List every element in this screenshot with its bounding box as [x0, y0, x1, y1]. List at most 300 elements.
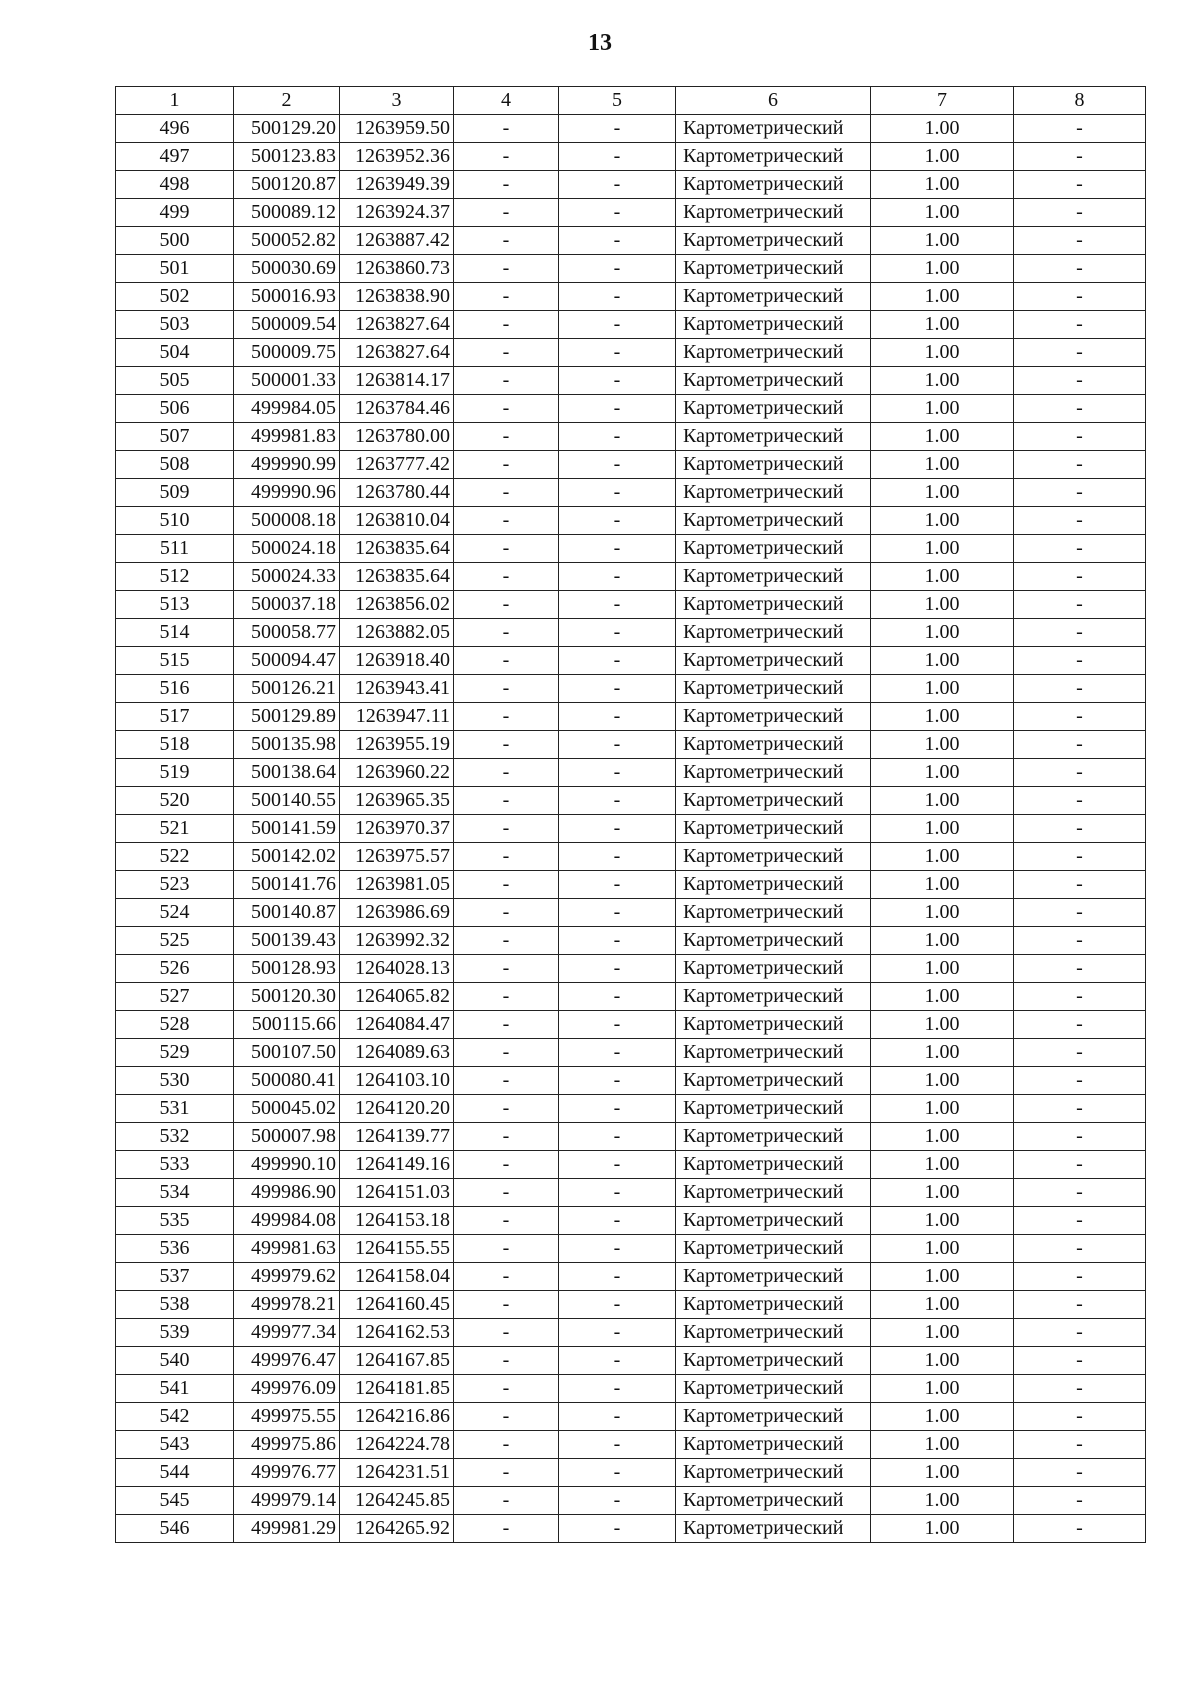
- y-coordinate-cell: 1264245.85: [340, 1487, 454, 1515]
- table-row: [116, 955, 1146, 983]
- method-cell: Картометрический: [676, 423, 871, 451]
- x-coordinate-cell: 500123.83: [234, 143, 340, 171]
- col-4-cell: -: [454, 1011, 559, 1039]
- accuracy-cell: 1.00: [871, 1291, 1014, 1319]
- col-5-cell: -: [559, 395, 676, 423]
- col-8-cell: -: [1014, 507, 1146, 535]
- x-coordinate-cell: 500140.55: [234, 787, 340, 815]
- table-row: [116, 983, 1146, 1011]
- y-coordinate-cell: 1263827.64: [340, 311, 454, 339]
- table-row: [116, 311, 1146, 339]
- accuracy-cell: 1.00: [871, 423, 1014, 451]
- point-number-cell: 521: [116, 815, 234, 843]
- table-row: [116, 479, 1146, 507]
- x-coordinate-cell: 500141.76: [234, 871, 340, 899]
- method-cell: Картометрический: [676, 927, 871, 955]
- col-8-cell: -: [1014, 591, 1146, 619]
- col-5-cell: -: [559, 647, 676, 675]
- col-4-cell: -: [454, 703, 559, 731]
- table-row: [116, 927, 1146, 955]
- x-coordinate-cell: 499981.83: [234, 423, 340, 451]
- x-coordinate-cell: 499981.63: [234, 1235, 340, 1263]
- col-4-cell: -: [454, 199, 559, 227]
- x-coordinate-cell: 500008.18: [234, 507, 340, 535]
- table-row: [116, 759, 1146, 787]
- col-4-cell: -: [454, 1431, 559, 1459]
- y-coordinate-cell: 1264155.55: [340, 1235, 454, 1263]
- col-8-cell: -: [1014, 1487, 1146, 1515]
- column-header-6: 6: [676, 87, 871, 115]
- col-5-cell: -: [559, 1067, 676, 1095]
- method-cell: Картометрический: [676, 227, 871, 255]
- col-8-cell: -: [1014, 367, 1146, 395]
- col-4-cell: -: [454, 1067, 559, 1095]
- y-coordinate-cell: 1263981.05: [340, 871, 454, 899]
- method-cell: Картометрический: [676, 955, 871, 983]
- x-coordinate-cell: 500058.77: [234, 619, 340, 647]
- accuracy-cell: 1.00: [871, 1207, 1014, 1235]
- x-coordinate-cell: 500135.98: [234, 731, 340, 759]
- accuracy-cell: 1.00: [871, 1347, 1014, 1375]
- x-coordinate-cell: 499990.10: [234, 1151, 340, 1179]
- accuracy-cell: 1.00: [871, 451, 1014, 479]
- point-number-cell: 532: [116, 1123, 234, 1151]
- x-coordinate-cell: 500120.87: [234, 171, 340, 199]
- column-header-4: 4: [454, 87, 559, 115]
- method-cell: Картометрический: [676, 1235, 871, 1263]
- accuracy-cell: 1.00: [871, 479, 1014, 507]
- point-number-cell: 502: [116, 283, 234, 311]
- accuracy-cell: 1.00: [871, 1403, 1014, 1431]
- method-cell: Картометрический: [676, 1431, 871, 1459]
- x-coordinate-cell: 500126.21: [234, 675, 340, 703]
- col-5-cell: -: [559, 843, 676, 871]
- x-coordinate-cell: 499986.90: [234, 1179, 340, 1207]
- col-8-cell: -: [1014, 479, 1146, 507]
- col-4-cell: -: [454, 1263, 559, 1291]
- y-coordinate-cell: 1263943.41: [340, 675, 454, 703]
- accuracy-cell: 1.00: [871, 1431, 1014, 1459]
- y-coordinate-cell: 1264216.86: [340, 1403, 454, 1431]
- x-coordinate-cell: 500024.33: [234, 563, 340, 591]
- col-4-cell: -: [454, 255, 559, 283]
- col-5-cell: -: [559, 591, 676, 619]
- col-8-cell: -: [1014, 227, 1146, 255]
- point-number-cell: 519: [116, 759, 234, 787]
- x-coordinate-cell: 500030.69: [234, 255, 340, 283]
- accuracy-cell: 1.00: [871, 1011, 1014, 1039]
- col-8-cell: -: [1014, 1067, 1146, 1095]
- column-header-3: 3: [340, 87, 454, 115]
- accuracy-cell: 1.00: [871, 927, 1014, 955]
- col-8-cell: -: [1014, 1263, 1146, 1291]
- table-row: [116, 283, 1146, 311]
- col-8-cell: -: [1014, 1347, 1146, 1375]
- x-coordinate-cell: 500037.18: [234, 591, 340, 619]
- y-coordinate-cell: 1264089.63: [340, 1039, 454, 1067]
- col-4-cell: -: [454, 563, 559, 591]
- point-number-cell: 533: [116, 1151, 234, 1179]
- point-number-cell: 503: [116, 311, 234, 339]
- accuracy-cell: 1.00: [871, 507, 1014, 535]
- col-8-cell: -: [1014, 927, 1146, 955]
- method-cell: Картометрический: [676, 143, 871, 171]
- method-cell: Картометрический: [676, 1123, 871, 1151]
- accuracy-cell: 1.00: [871, 1263, 1014, 1291]
- method-cell: Картометрический: [676, 563, 871, 591]
- accuracy-cell: 1.00: [871, 143, 1014, 171]
- method-cell: Картометрический: [676, 983, 871, 1011]
- column-header-7: 7: [871, 87, 1014, 115]
- x-coordinate-cell: 499978.21: [234, 1291, 340, 1319]
- table-row: [116, 1515, 1146, 1543]
- page-number: 13: [588, 30, 612, 56]
- col-4-cell: -: [454, 1039, 559, 1067]
- point-number-cell: 499: [116, 199, 234, 227]
- method-cell: Картометрический: [676, 1487, 871, 1515]
- point-number-cell: 529: [116, 1039, 234, 1067]
- table-row: [116, 535, 1146, 563]
- y-coordinate-cell: 1263835.64: [340, 535, 454, 563]
- col-5-cell: -: [559, 451, 676, 479]
- table-row: [116, 1347, 1146, 1375]
- accuracy-cell: 1.00: [871, 899, 1014, 927]
- col-5-cell: -: [559, 619, 676, 647]
- method-cell: Картометрический: [676, 1375, 871, 1403]
- x-coordinate-cell: 500089.12: [234, 199, 340, 227]
- point-number-cell: 522: [116, 843, 234, 871]
- y-coordinate-cell: 1263970.37: [340, 815, 454, 843]
- y-coordinate-cell: 1264153.18: [340, 1207, 454, 1235]
- point-number-cell: 497: [116, 143, 234, 171]
- table-row: [116, 591, 1146, 619]
- table-row: [116, 423, 1146, 451]
- table-row: [116, 619, 1146, 647]
- col-4-cell: -: [454, 227, 559, 255]
- y-coordinate-cell: 1264139.77: [340, 1123, 454, 1151]
- point-number-cell: 520: [116, 787, 234, 815]
- col-5-cell: -: [559, 703, 676, 731]
- col-5-cell: -: [559, 1459, 676, 1487]
- y-coordinate-cell: 1263835.64: [340, 563, 454, 591]
- x-coordinate-cell: 500138.64: [234, 759, 340, 787]
- col-4-cell: -: [454, 1375, 559, 1403]
- point-number-cell: 509: [116, 479, 234, 507]
- accuracy-cell: 1.00: [871, 1095, 1014, 1123]
- column-header-1: 1: [116, 87, 234, 115]
- col-4-cell: -: [454, 955, 559, 983]
- table-row: [116, 1095, 1146, 1123]
- point-number-cell: 543: [116, 1431, 234, 1459]
- x-coordinate-cell: 500128.93: [234, 955, 340, 983]
- method-cell: Картометрический: [676, 647, 871, 675]
- table-row: [116, 1319, 1146, 1347]
- col-4-cell: -: [454, 367, 559, 395]
- col-4-cell: -: [454, 675, 559, 703]
- table-row: [116, 731, 1146, 759]
- method-cell: Картометрический: [676, 507, 871, 535]
- table-row: [116, 787, 1146, 815]
- col-8-cell: -: [1014, 647, 1146, 675]
- y-coordinate-cell: 1263918.40: [340, 647, 454, 675]
- point-number-cell: 527: [116, 983, 234, 1011]
- accuracy-cell: 1.00: [871, 367, 1014, 395]
- accuracy-cell: 1.00: [871, 647, 1014, 675]
- table-row: [116, 843, 1146, 871]
- table-row: [116, 1039, 1146, 1067]
- accuracy-cell: 1.00: [871, 535, 1014, 563]
- point-number-cell: 530: [116, 1067, 234, 1095]
- accuracy-cell: 1.00: [871, 311, 1014, 339]
- col-8-cell: -: [1014, 871, 1146, 899]
- point-number-cell: 526: [116, 955, 234, 983]
- coordinates-table: [115, 86, 1146, 1543]
- col-5-cell: -: [559, 1151, 676, 1179]
- point-number-cell: 536: [116, 1235, 234, 1263]
- x-coordinate-cell: 500140.87: [234, 899, 340, 927]
- col-5-cell: -: [559, 1207, 676, 1235]
- col-8-cell: -: [1014, 1095, 1146, 1123]
- accuracy-cell: 1.00: [871, 675, 1014, 703]
- col-4-cell: -: [454, 1179, 559, 1207]
- col-8-cell: -: [1014, 703, 1146, 731]
- col-5-cell: -: [559, 199, 676, 227]
- x-coordinate-cell: 499976.77: [234, 1459, 340, 1487]
- col-4-cell: -: [454, 451, 559, 479]
- col-5-cell: -: [559, 535, 676, 563]
- table-row: [116, 1487, 1146, 1515]
- table-row: [116, 1123, 1146, 1151]
- point-number-cell: 524: [116, 899, 234, 927]
- x-coordinate-cell: 499981.29: [234, 1515, 340, 1543]
- x-coordinate-cell: 500080.41: [234, 1067, 340, 1095]
- table-row: [116, 1207, 1146, 1235]
- table-row: [116, 507, 1146, 535]
- accuracy-cell: 1.00: [871, 199, 1014, 227]
- col-8-cell: -: [1014, 759, 1146, 787]
- y-coordinate-cell: 1263952.36: [340, 143, 454, 171]
- table-row: [116, 1375, 1146, 1403]
- col-5-cell: -: [559, 731, 676, 759]
- y-coordinate-cell: 1263965.35: [340, 787, 454, 815]
- col-4-cell: -: [454, 339, 559, 367]
- point-number-cell: 512: [116, 563, 234, 591]
- method-cell: Картометрический: [676, 899, 871, 927]
- method-cell: Картометрический: [676, 1151, 871, 1179]
- col-8-cell: -: [1014, 199, 1146, 227]
- y-coordinate-cell: 1263975.57: [340, 843, 454, 871]
- col-4-cell: -: [454, 311, 559, 339]
- x-coordinate-cell: 499984.08: [234, 1207, 340, 1235]
- y-coordinate-cell: 1263960.22: [340, 759, 454, 787]
- y-coordinate-cell: 1264151.03: [340, 1179, 454, 1207]
- col-4-cell: -: [454, 115, 559, 143]
- col-5-cell: -: [559, 759, 676, 787]
- y-coordinate-cell: 1263882.05: [340, 619, 454, 647]
- method-cell: Картометрический: [676, 1179, 871, 1207]
- col-5-cell: -: [559, 927, 676, 955]
- point-number-cell: 542: [116, 1403, 234, 1431]
- point-number-cell: 504: [116, 339, 234, 367]
- col-8-cell: -: [1014, 1207, 1146, 1235]
- col-8-cell: -: [1014, 1319, 1146, 1347]
- y-coordinate-cell: 1263860.73: [340, 255, 454, 283]
- col-4-cell: -: [454, 815, 559, 843]
- y-coordinate-cell: 1263856.02: [340, 591, 454, 619]
- y-coordinate-cell: 1263814.17: [340, 367, 454, 395]
- col-5-cell: -: [559, 563, 676, 591]
- table-row: [116, 395, 1146, 423]
- accuracy-cell: 1.00: [871, 871, 1014, 899]
- col-4-cell: -: [454, 1319, 559, 1347]
- y-coordinate-cell: 1264084.47: [340, 1011, 454, 1039]
- accuracy-cell: 1.00: [871, 591, 1014, 619]
- x-coordinate-cell: 500115.66: [234, 1011, 340, 1039]
- point-number-cell: 538: [116, 1291, 234, 1319]
- accuracy-cell: 1.00: [871, 1235, 1014, 1263]
- col-4-cell: -: [454, 871, 559, 899]
- accuracy-cell: 1.00: [871, 1039, 1014, 1067]
- col-4-cell: -: [454, 1235, 559, 1263]
- col-5-cell: -: [559, 143, 676, 171]
- accuracy-cell: 1.00: [871, 731, 1014, 759]
- method-cell: Картометрический: [676, 283, 871, 311]
- col-4-cell: -: [454, 283, 559, 311]
- point-number-cell: 540: [116, 1347, 234, 1375]
- col-4-cell: -: [454, 647, 559, 675]
- x-coordinate-cell: 499977.34: [234, 1319, 340, 1347]
- accuracy-cell: 1.00: [871, 395, 1014, 423]
- accuracy-cell: 1.00: [871, 115, 1014, 143]
- col-5-cell: -: [559, 1235, 676, 1263]
- accuracy-cell: 1.00: [871, 1487, 1014, 1515]
- col-8-cell: -: [1014, 1151, 1146, 1179]
- method-cell: Картометрический: [676, 339, 871, 367]
- col-8-cell: -: [1014, 311, 1146, 339]
- x-coordinate-cell: 500129.20: [234, 115, 340, 143]
- col-5-cell: -: [559, 1487, 676, 1515]
- point-number-cell: 541: [116, 1375, 234, 1403]
- method-cell: Картометрический: [676, 1067, 871, 1095]
- table-body: [116, 115, 1146, 1543]
- col-4-cell: -: [454, 787, 559, 815]
- table-row: [116, 227, 1146, 255]
- col-8-cell: -: [1014, 395, 1146, 423]
- col-8-cell: -: [1014, 619, 1146, 647]
- col-4-cell: -: [454, 535, 559, 563]
- accuracy-cell: 1.00: [871, 843, 1014, 871]
- y-coordinate-cell: 1263959.50: [340, 115, 454, 143]
- table-row: [116, 339, 1146, 367]
- col-5-cell: -: [559, 311, 676, 339]
- col-5-cell: -: [559, 255, 676, 283]
- col-8-cell: -: [1014, 1123, 1146, 1151]
- col-8-cell: -: [1014, 143, 1146, 171]
- method-cell: Картометрический: [676, 703, 871, 731]
- x-coordinate-cell: 500009.75: [234, 339, 340, 367]
- col-8-cell: -: [1014, 1459, 1146, 1487]
- y-coordinate-cell: 1264065.82: [340, 983, 454, 1011]
- x-coordinate-cell: 499976.09: [234, 1375, 340, 1403]
- point-number-cell: 506: [116, 395, 234, 423]
- point-number-cell: 510: [116, 507, 234, 535]
- accuracy-cell: 1.00: [871, 227, 1014, 255]
- x-coordinate-cell: 500024.18: [234, 535, 340, 563]
- x-coordinate-cell: 500052.82: [234, 227, 340, 255]
- accuracy-cell: 1.00: [871, 1179, 1014, 1207]
- y-coordinate-cell: 1263992.32: [340, 927, 454, 955]
- point-number-cell: 514: [116, 619, 234, 647]
- col-8-cell: -: [1014, 675, 1146, 703]
- col-8-cell: -: [1014, 171, 1146, 199]
- col-5-cell: -: [559, 675, 676, 703]
- table-row: [116, 1067, 1146, 1095]
- col-4-cell: -: [454, 395, 559, 423]
- method-cell: Картометрический: [676, 535, 871, 563]
- point-number-cell: 516: [116, 675, 234, 703]
- x-coordinate-cell: 500016.93: [234, 283, 340, 311]
- method-cell: Картометрический: [676, 675, 871, 703]
- col-8-cell: -: [1014, 1375, 1146, 1403]
- accuracy-cell: 1.00: [871, 1067, 1014, 1095]
- x-coordinate-cell: 500009.54: [234, 311, 340, 339]
- point-number-cell: 500: [116, 227, 234, 255]
- point-number-cell: 535: [116, 1207, 234, 1235]
- point-number-cell: 528: [116, 1011, 234, 1039]
- point-number-cell: 501: [116, 255, 234, 283]
- y-coordinate-cell: 1263780.00: [340, 423, 454, 451]
- accuracy-cell: 1.00: [871, 759, 1014, 787]
- method-cell: Картометрический: [676, 1515, 871, 1543]
- table-row: [116, 1263, 1146, 1291]
- table-row: [116, 703, 1146, 731]
- method-cell: Картометрический: [676, 395, 871, 423]
- header-row: [116, 87, 1146, 115]
- col-8-cell: -: [1014, 815, 1146, 843]
- col-5-cell: -: [559, 227, 676, 255]
- accuracy-cell: 1.00: [871, 1151, 1014, 1179]
- col-4-cell: -: [454, 1291, 559, 1319]
- col-8-cell: -: [1014, 423, 1146, 451]
- col-8-cell: -: [1014, 955, 1146, 983]
- col-8-cell: -: [1014, 535, 1146, 563]
- method-cell: Картометрический: [676, 311, 871, 339]
- col-4-cell: -: [454, 899, 559, 927]
- table-row: [116, 815, 1146, 843]
- col-4-cell: -: [454, 731, 559, 759]
- point-number-cell: 498: [116, 171, 234, 199]
- table-row: [116, 1459, 1146, 1487]
- y-coordinate-cell: 1263784.46: [340, 395, 454, 423]
- y-coordinate-cell: 1263924.37: [340, 199, 454, 227]
- y-coordinate-cell: 1264028.13: [340, 955, 454, 983]
- accuracy-cell: 1.00: [871, 1319, 1014, 1347]
- col-5-cell: -: [559, 1123, 676, 1151]
- table-row: [116, 1403, 1146, 1431]
- column-header-2: 2: [234, 87, 340, 115]
- y-coordinate-cell: 1264167.85: [340, 1347, 454, 1375]
- accuracy-cell: 1.00: [871, 255, 1014, 283]
- col-5-cell: -: [559, 899, 676, 927]
- col-5-cell: -: [559, 1347, 676, 1375]
- accuracy-cell: 1.00: [871, 619, 1014, 647]
- method-cell: Картометрический: [676, 1403, 871, 1431]
- x-coordinate-cell: 500139.43: [234, 927, 340, 955]
- col-5-cell: -: [559, 1375, 676, 1403]
- table-row: [116, 115, 1146, 143]
- method-cell: Картометрический: [676, 1039, 871, 1067]
- col-4-cell: -: [454, 507, 559, 535]
